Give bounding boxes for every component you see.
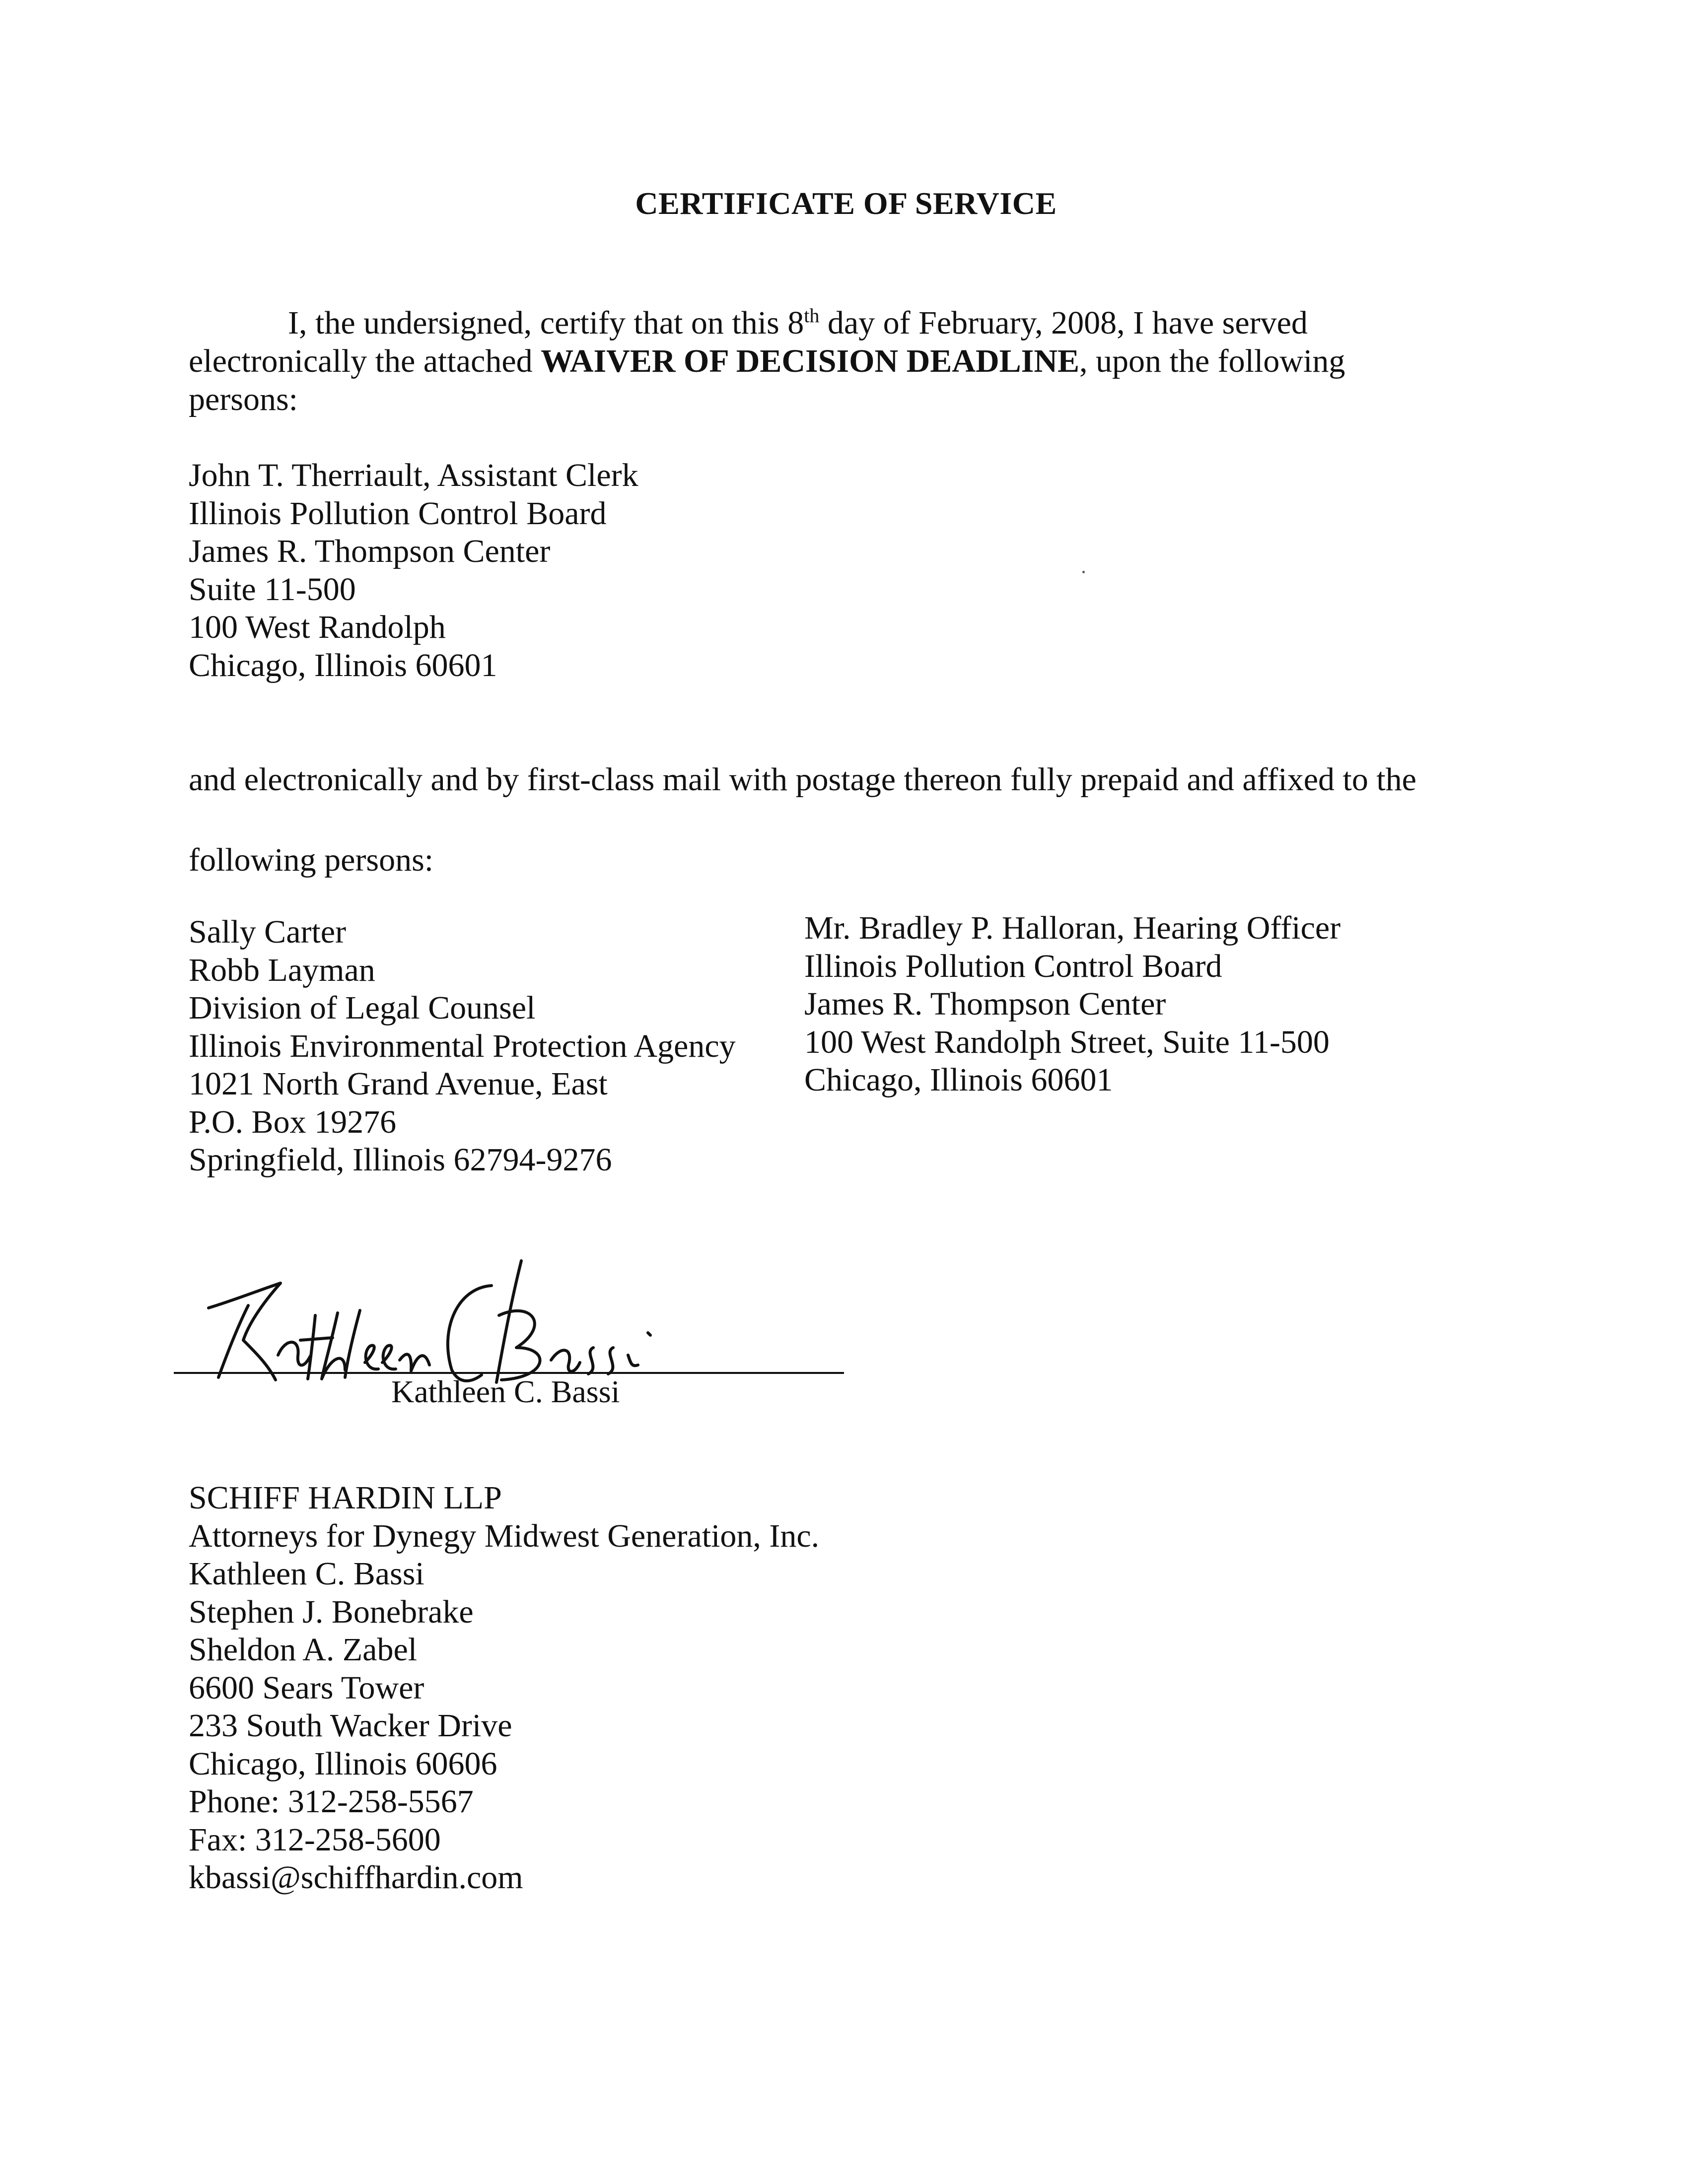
firm-email: kbassi@schiffhardin.com: [189, 1859, 523, 1896]
clerk-address-block: [189, 457, 638, 684]
firm-line: SCHIFF HARDIN LLP: [189, 1480, 502, 1516]
firm-phone: Phone: 312-258-5567: [189, 1783, 474, 1820]
service-method-text: and electronically and by first-class mail with postage thereon fully prepaid and affixed to the: [189, 761, 1416, 798]
document-title: CERTIFICATE OF SERVICE: [635, 186, 1057, 221]
left-recipient-line: P.O. Box 19276: [189, 1103, 397, 1140]
firm-line: Attorneys for Dynegy Midwest Generation, Inc.: [189, 1517, 820, 1554]
firm-line: Chicago, Illinois 60606: [189, 1745, 497, 1782]
served-document-name: WAIVER OF DECISION DEADLINE: [541, 343, 1080, 379]
left-recipient-address-block: [189, 913, 736, 1179]
firm-contact-block: [189, 1479, 819, 1897]
left-recipient-line: Robb Layman: [189, 952, 375, 988]
signature-block: [174, 1241, 849, 1420]
scan-speck: [1082, 571, 1085, 573]
left-recipient-line: 1021 North Grand Avenue, East: [189, 1066, 608, 1102]
firm-line: Stephen J. Bonebrake: [189, 1593, 474, 1630]
clerk-address-line: Illinois Pollution Control Board: [189, 495, 607, 532]
firm-line: Sheldon A. Zabel: [189, 1632, 418, 1668]
firm-line: 233 South Wacker Drive: [189, 1707, 512, 1744]
firm-line: 6600 Sears Tower: [189, 1669, 424, 1706]
intro-part3: , upon the following persons:: [189, 343, 1345, 417]
right-recipient-line: Illinois Pollution Control Board: [804, 948, 1222, 984]
right-recipient-line: James R. Thompson Center: [804, 986, 1166, 1022]
clerk-address-line: 100 West Randolph: [189, 609, 446, 645]
handwritten-signature: [174, 1241, 849, 1390]
right-recipient-address-block: [804, 909, 1340, 1099]
left-recipient-line: Springfield, Illinois 62794-9276: [189, 1142, 612, 1178]
ordinal-suffix: th: [804, 304, 820, 327]
firm-line: Kathleen C. Bassi: [189, 1556, 424, 1592]
left-recipient-line: Sally Carter: [189, 914, 347, 950]
clerk-address-line: Suite 11-500: [189, 571, 356, 608]
right-recipient-line: Mr. Bradley P. Halloran, Hearing Officer: [804, 910, 1341, 946]
certification-paragraph: [189, 304, 1440, 418]
following-persons-text: following persons:: [189, 842, 434, 878]
left-recipient-line: Division of Legal Counsel: [189, 990, 536, 1026]
intro-part1: I, the undersigned, certify that on this 8: [288, 305, 804, 341]
clerk-address-line: James R. Thompson Center: [189, 533, 551, 569]
signer-printed-name: Kathleen C. Bassi: [391, 1374, 620, 1409]
intro-part2: day of February, 2008, I have served electronically the attached: [189, 305, 1308, 379]
firm-fax: Fax: 312-258-5600: [189, 1821, 441, 1858]
right-recipient-line: 100 West Randolph Street, Suite 11-500: [804, 1024, 1330, 1060]
left-recipient-line: Illinois Environmental Protection Agency: [189, 1027, 736, 1064]
clerk-address-line: John T. Therriault, Assistant Clerk: [189, 457, 638, 493]
clerk-address-line: Chicago, Illinois 60601: [189, 647, 497, 683]
right-recipient-line: Chicago, Illinois 60601: [804, 1062, 1113, 1098]
